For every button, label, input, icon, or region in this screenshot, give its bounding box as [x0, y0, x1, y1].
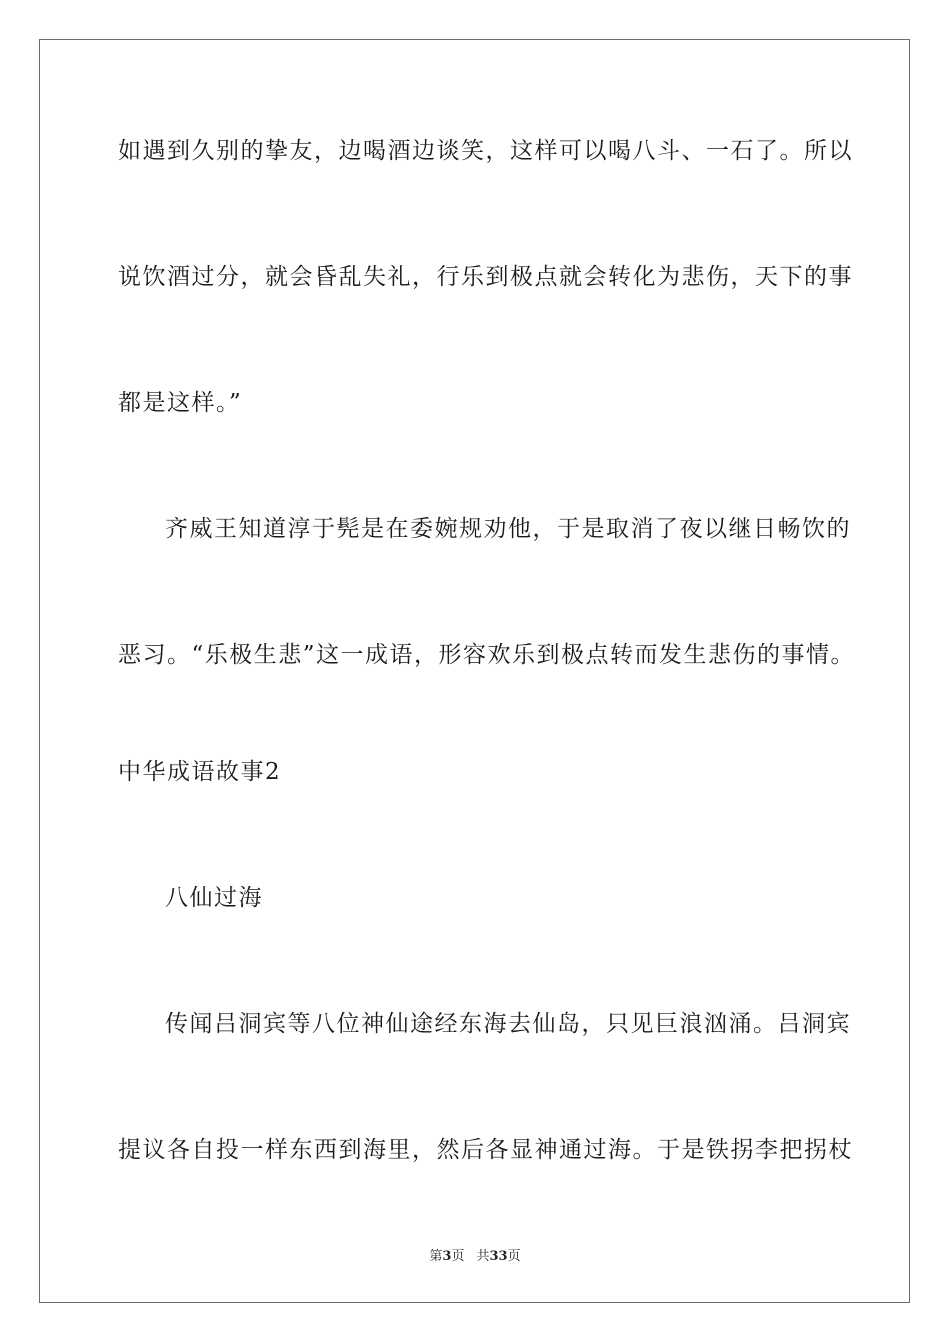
total-prefix: 共: [476, 1249, 490, 1264]
total-suffix: 页: [507, 1249, 521, 1264]
body-text-line: 如遇到久别的挚友，边喝酒边谈笑，这样可以喝八斗、一石了。所以: [118, 138, 853, 164]
body-text-line: 提议各自投一样东西到海里，然后各显神通过海。于是铁拐李把拐杖: [118, 1137, 853, 1163]
body-text-line: 传闻吕洞宾等八位神仙途经东海去仙岛，只见巨浪汹涌。吕洞宾: [165, 1011, 851, 1037]
page-footer: [0, 1248, 950, 1266]
page-suffix: 页: [451, 1249, 465, 1264]
body-text-line: 齐威王知道淳于髡是在委婉规劝他，于是取消了夜以继日畅饮的: [165, 516, 851, 542]
story-title: 八仙过海: [165, 885, 263, 911]
body-text-line: 都是这样。”: [118, 390, 243, 416]
page-border: [39, 39, 910, 1303]
page-number: 3: [442, 1249, 452, 1264]
body-text-line: 说饮酒过分，就会昏乱失礼，行乐到极点就会转化为悲伤，天下的事: [118, 264, 853, 290]
total-pages: 33: [489, 1249, 508, 1264]
body-text-line: 恶习。“乐极生悲”这一成语，形容欢乐到极点转而发生悲伤的事情。: [118, 642, 856, 668]
page-prefix: 第: [429, 1249, 443, 1264]
section-heading: 中华成语故事2: [118, 759, 282, 785]
